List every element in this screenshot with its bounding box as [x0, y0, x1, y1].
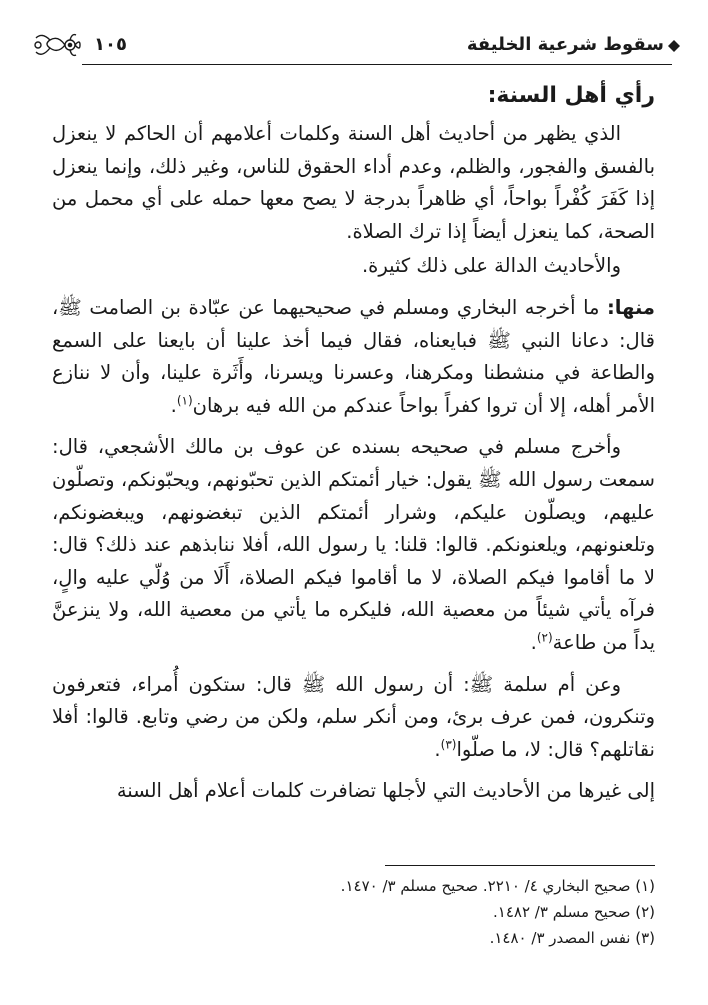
- paragraph: والأحاديث الدالة على ذلك كثيرة.: [361, 254, 621, 278]
- paragraph: الذي يظهر من أحاديث أهل السنة وكلمات أعلامهم أن الحاكم لا ينعزل بالفسق والفجور، والظلم، وعدم أداء الحقوق للناس، وغير ذلك، وإنما ينعزل إذا كَفَرَ كُفْراً بواحاً، أي ظاهراً بدرجة لا يصح معها حمله على أي محمل من الصحة، كما ينعزل أيضاً إذا ترك الصلاة.: [52, 122, 655, 243]
- footnote: (٣) نفس المصدر ٣/ ١٤٨٠.: [489, 929, 655, 947]
- footnotes: [52, 873, 655, 951]
- page-header: [30, 26, 678, 66]
- footnote-marker: (٣): [440, 737, 457, 752]
- diamond-ornament-icon: [668, 40, 680, 52]
- running-title: سقوط شرعية الخليفة: [466, 34, 664, 55]
- page-number: ١٠٥: [94, 34, 127, 55]
- footnote-marker: (٢): [536, 630, 553, 645]
- header-rule: [82, 64, 672, 65]
- footnote-marker: (١): [176, 393, 193, 408]
- paragraph: إلى غيرها من الأحاديث التي لأجلها تضافرت كلمات أعلام أهل السنة: [116, 779, 655, 803]
- paragraph: منها: ما أخرجه البخاري ومسلم في صحيحيهما عن عبّادة بن الصامت ﷺ، قال: دعانا النبي ﷺ فبايعناه، فقال فيما أخذ علينا أن بايعنا على السمع والطاعة في منشطنا ومكرهنا، وعسرنا ويسرنا، وأَثَرة علينا، وأن لا ننازع الأمر أهله، إلا أن تروا كفراً بواحاً عندكم من الله فيه برهان$^{(١)}$.: [52, 295, 655, 417]
- footnote-rule: [385, 865, 655, 866]
- paragraph: وأخرج مسلم في صحيحه بسنده عن عوف بن مالك الأشجعي، قال: سمعت رسول الله ﷺ يقول: خيار أئمتكم الذين تحبّونهم، ويحبّونكم، وتصلّون عليهم، ويصلّون عليكم، وشرار أئمتكم الذين تبغضونهم، ويبغضونكم، وتلعنونهم، ويلعنونكم. قالوا: قلنا: يا رسول الله، أفلا ننابذهم عند ذلك؟ قال: لا ما أقاموا فيكم الصلاة، لا ما أقاموا فيكم الصلاة، أَلَا من وُلّي عليه والٍ، فرآه يأتي شيئاً من معصية الله، فليكره ما يأتي من معصية الله، ولا ينزعنَّ يداً من طاعة$^{(٢)}$.: [52, 435, 655, 654]
- main-text: [52, 80, 655, 808]
- paragraph-lead: منها:: [606, 295, 655, 319]
- footnote: (١) صحيح البخاري ٤/ ٢٢١٠. صحيح مسلم ٣/ ١٤٧٠.: [340, 877, 655, 895]
- section-heading: رأي أهل السنة:: [487, 83, 655, 108]
- paragraph: وعن أم سلمة ﷺ: أن رسول الله ﷺ قال: ستكون أُمراء، فتعرفون وتنكرون، فمن عرف برئ، ومن أنكر سلم، ولكن من رضي وتابع. قالوا: أفلا نقاتلهم؟ قال: لا، ما صلّوا$^{(٣)}$.: [52, 672, 655, 761]
- footnote: (٢) صحيح مسلم ٣/ ١٤٨٢.: [493, 903, 655, 921]
- floral-ornament-icon: [30, 30, 82, 60]
